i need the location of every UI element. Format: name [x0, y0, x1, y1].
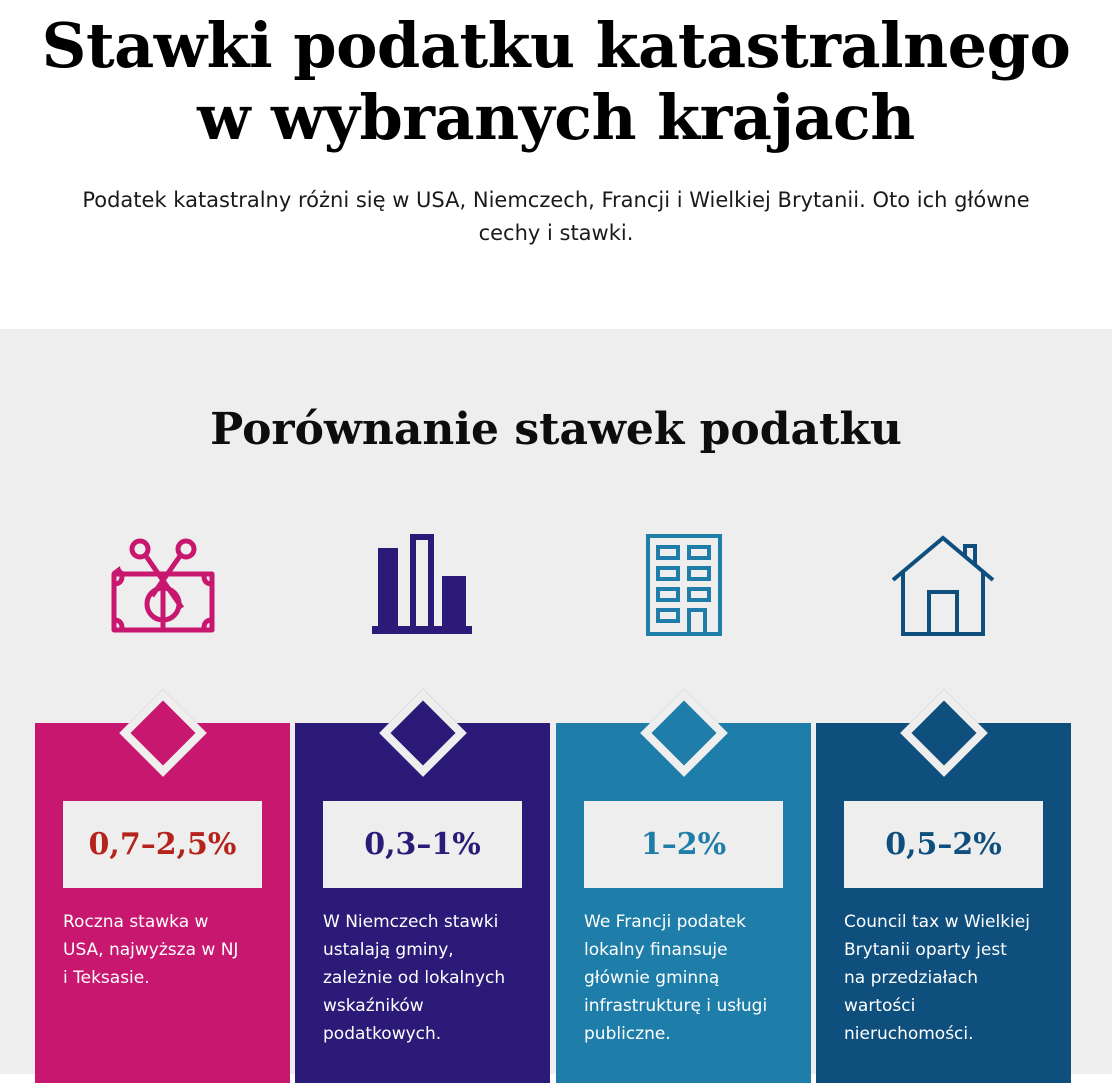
page-title [0, 10, 1112, 154]
desc-line: W Niemczech stawki [323, 912, 499, 932]
desc-line: i Teksasie. [63, 968, 150, 988]
subtitle-line-2: cechy i stawki. [478, 221, 634, 245]
desc-usa [63, 908, 283, 992]
desc-line: na przedziałach [844, 968, 978, 988]
money-scissors-icon [108, 530, 218, 640]
rate-france: 1–2% [584, 801, 783, 888]
desc-germany [323, 908, 543, 1048]
desc-line: publiczne. [584, 1024, 671, 1044]
rate-usa: 0,7–2,5% [63, 801, 262, 888]
desc-uk [844, 908, 1064, 1048]
desc-line: Roczna stawka w [63, 912, 209, 932]
title-line-1: Stawki podatku katastralnego [41, 9, 1071, 82]
title-line-2: w wybranych krajach [197, 81, 915, 154]
desc-line: USA, najwyższa w NJ [63, 940, 239, 960]
desc-line: infrastrukturę i usługi [584, 996, 768, 1016]
desc-line: nieruchomości. [844, 1024, 974, 1044]
desc-line: podatkowych. [323, 1024, 442, 1044]
desc-line: głównie gminną [584, 968, 720, 988]
desc-line: wartości [844, 996, 916, 1016]
rate-germany: 0,3–1% [323, 801, 522, 888]
building-icon [629, 530, 739, 640]
desc-line: lokalny finansuje [584, 940, 728, 960]
page-subtitle [60, 184, 1052, 250]
desc-line: zależnie od lokalnych [323, 968, 506, 988]
desc-line: We Francji podatek [584, 912, 746, 932]
desc-line: wskaźników [323, 996, 424, 1016]
house-icon [889, 530, 999, 640]
subtitle-line-1: Podatek katastralny różni się w USA, Niemczech, Francji i Wielkiej Brytanii. Oto ich główne [82, 188, 1030, 212]
desc-line: Brytanii oparty jest [844, 940, 1007, 960]
desc-line: ustalają gminy, [323, 940, 454, 960]
bar-chart-icon [368, 530, 478, 640]
section-title: Porównanie stawek podatku [210, 404, 902, 455]
desc-line: Council tax w Wielkiej [844, 912, 1030, 932]
rate-uk: 0,5–2% [844, 801, 1043, 888]
desc-france [584, 908, 804, 1048]
